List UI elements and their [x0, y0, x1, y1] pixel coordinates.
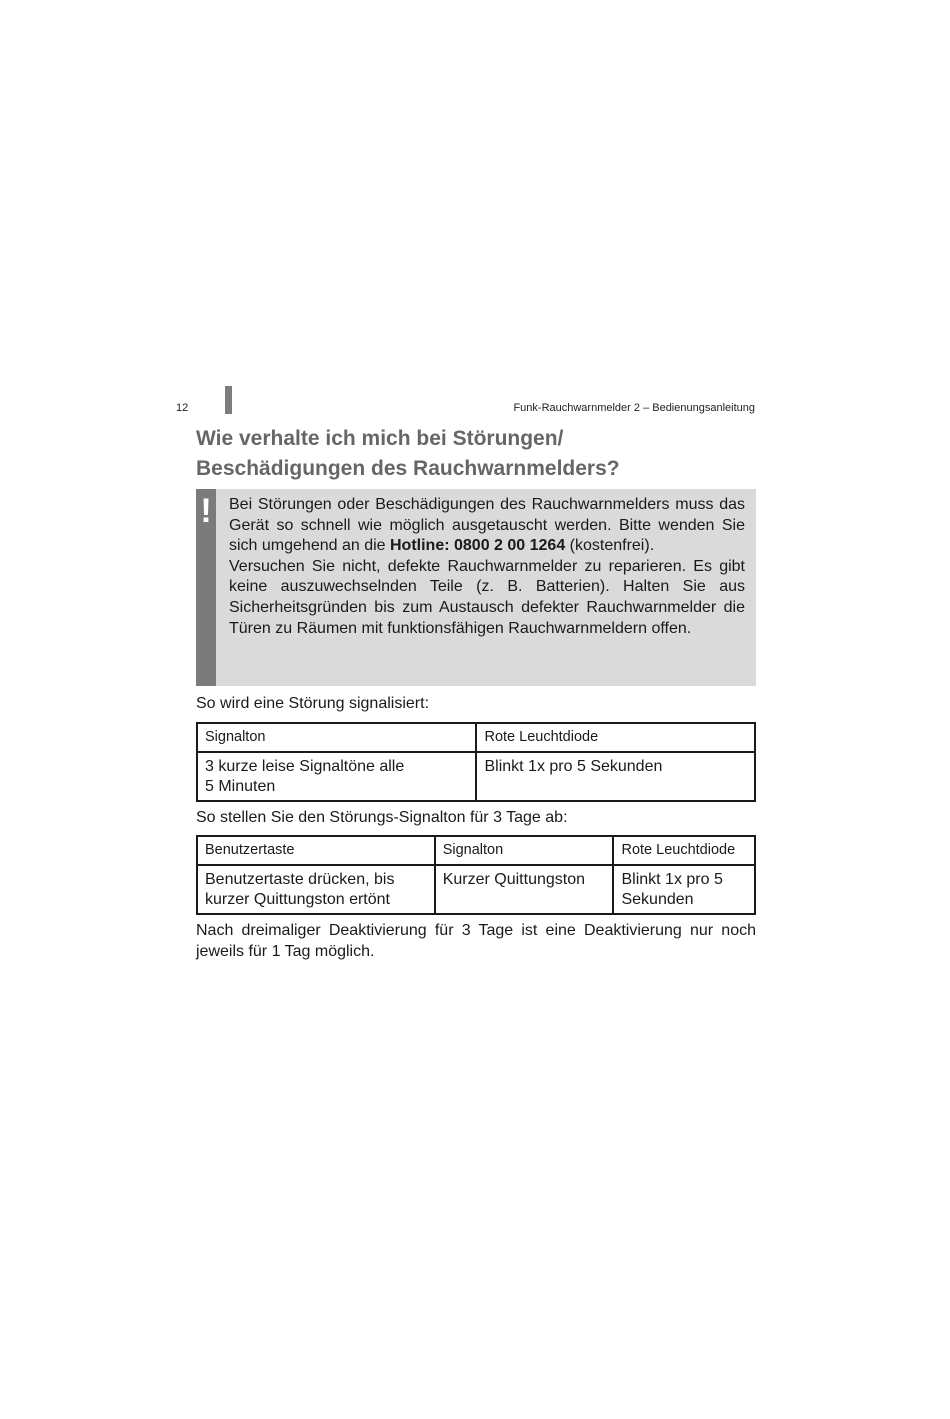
table-cell [197, 752, 476, 801]
signal-table [196, 722, 756, 802]
warning-text-part: (kostenfrei). [565, 537, 655, 555]
table-header-cell: Benutzertaste [197, 836, 435, 865]
warning-paragraph-1 [229, 495, 745, 557]
table-cell: Blinkt 1x pro 5 Sekunden [613, 865, 755, 914]
warning-box [196, 489, 756, 686]
footnote: Nach dreimaliger Deaktivierung für 3 Tage ist eine Deaktivierung nur noch jeweils für 1 Tag möglich. [196, 922, 756, 960]
table-row [197, 865, 755, 914]
table-header-cell: Rote Leuchtdiode [613, 836, 755, 865]
section-title-line-2: Beschädigungen des Rauchwarnmelders? [196, 457, 620, 480]
section-title-line-1: Wie verhalte ich mich bei Störungen/ [196, 427, 564, 450]
table-header-cell: Signalton [435, 836, 614, 865]
table-cell: Kurzer Quittungston [435, 865, 614, 914]
header-marker-bar [225, 386, 232, 414]
table-header-row [197, 723, 755, 752]
warning-text-part: Bei Störungen oder Beschädigungen des Rauchwarnmelders muss das Gerät so schnell wie möglich ausgetauscht werden. Bitte wenden Sie sich umgehend an die [229, 496, 745, 555]
signal-intro: So wird eine Störung signalisiert: [196, 695, 430, 712]
running-header: Funk-Rauchwarnmelder 2 – Bedienungsanleitung [513, 402, 755, 414]
table-header-cell: Rote Leuchtdiode [476, 723, 755, 752]
table-row [197, 752, 755, 801]
table-cell: Benutzertaste drücken, bis kurzer Quittungston ertönt [197, 865, 435, 914]
table-header-cell: Signalton [197, 723, 476, 752]
page-number: 12 [176, 402, 189, 414]
exclamation-icon: ! [200, 492, 212, 530]
table-cell-text: 3 kurze leise Signaltöne alle 5 Minuten [205, 757, 405, 795]
mute-intro: So stellen Sie den Störungs-Signalton für 3 Tage ab: [196, 809, 568, 826]
hotline-number: Hotline: 0800 2 00 1264 [390, 537, 566, 555]
section-title [196, 424, 756, 484]
warning-paragraph-2: Versuchen Sie nicht, defekte Rauchwarnmelder zu reparieren. Es gibt keine auszuwechselnden Teile (z. B. Batterien). Halten Sie aus Sicherheitsgründen bis zum Austausch defekter Rauchwarnmelder die Türen zu Räumen mit funktionsfähigen Rauchwarnmeldern offen. [229, 557, 745, 637]
mute-table [196, 835, 756, 915]
warning-text [229, 495, 745, 639]
warning-stripe [196, 489, 216, 686]
table-cell: Blinkt 1x pro 5 Sekunden [476, 752, 755, 801]
table-header-row [197, 836, 755, 865]
